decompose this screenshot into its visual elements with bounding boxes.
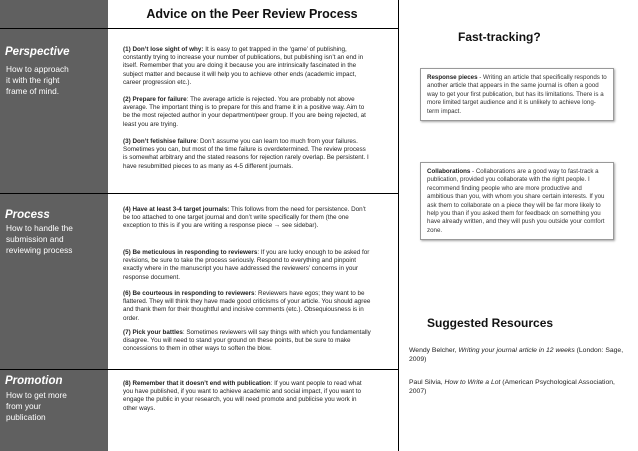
response-pieces-box: Response pieces - Writing an article that specifically responds to another article that appears in the same journal is often a good way to get your first publication, but has its limitations. There is a more limited target audience and it is unlikely to achieve long-term impact. <box>420 68 614 121</box>
tip-3: (3) Don’t fetishise failure: Don’t assume you can learn too much from your failures. Sometimes you can, but most of the time failure is overdetermined. The review process is somewhat arbitrary and the stated reasons for rejection rarely overlap. Be persistent. I have resubmitted pieces to as many as 4-5 different journals. <box>123 138 369 170</box>
perspective-title: Perspective <box>5 46 70 58</box>
tip-6: (6) Be courteous in responding to reviewers: Reviewers have egos; they want to be flattered. They will think they have made good criticisms of your article. You should agree and thank them for their thoughtful and incisive comments (etc.). Obsequiousness is in order. <box>123 290 371 322</box>
rule-promotion <box>0 369 398 370</box>
fast-tracking-title: Fast-tracking? <box>458 30 541 44</box>
column-divider <box>398 0 399 451</box>
rule-process <box>0 193 398 194</box>
tip-8: (8) Remember that it doesn’t end with publication: If you want people to read what you have published, if you want to achieve academic and social impact, if you want to engage the public in your research, you will need promote and publicise you work in other ways. <box>123 380 362 412</box>
tip-5: (5) Be meticulous in responding to reviewers: If you are lucky enough to be asked for revisions, be sure to take the process seriously. Respond to everything and pinpoint exactly where in the manuscript you have addressed the reviewers’ concerns in your response document. <box>123 249 370 281</box>
process-desc: How to handle the submission and reviewing process <box>6 223 73 255</box>
page-title: Advice on the Peer Review Process <box>146 7 358 21</box>
promotion-section <box>0 375 108 423</box>
tip-2: (2) Prepare for failure: The average article is rejected. You are probably not above average. The important thing is to prepare for this and frame it in a positive way. Aim to be the most rejected author in your department/peer group. If you are being rejected, at least you are trying. <box>123 96 366 128</box>
perspective-desc: How to approach it with the right frame of mind. <box>6 64 69 96</box>
resource-1: Wendy Belcher, Writing your journal article in 12 weeks (London: Sage, 2009) <box>409 347 624 363</box>
suggested-resources-title: Suggested Resources <box>427 316 554 330</box>
tip-7: (7) Pick your battles: Sometimes reviewers will say things with which you fundamentally disagree. You will need to stand your ground on these points, but be sure to make concessions to them in other ways to soften the blow. <box>123 329 371 353</box>
promotion-desc: How to get more from your publication <box>6 390 67 422</box>
tip-1: (1) Don’t lose sight of why: It is easy to get trapped in the ‘game’ of publishing, constantly trying to increase your number of publications, but publishing isn’t an end in itself. Remember that you are doing it because you are intrinsically fascinated in the subject matter and because it will help you to achieve other ends (academic impact, career progression etc.). <box>123 46 364 86</box>
resource-2: Paul Silvia, How to Write a Lot (American Psychological Association, 2007) <box>409 379 615 395</box>
process-title: Process <box>5 209 50 221</box>
promotion-title: Promotion <box>5 375 63 387</box>
process-section <box>0 209 108 256</box>
tip-4: (4) Have at least 3-4 target journals: This follows from the need for persistence. Don’t be too attached to one target journal and don’t write specifically for them (the one exception to this is if you are writing a response piece → see sidebar). <box>123 206 366 230</box>
perspective-section <box>0 46 108 97</box>
collaborations-box: Collaborations - Collaborations are a good way to fast-track a publication, provided you collaborate with the right people. I recommend finding people who are more productive and ambitious than you, with whom you share certain interests. If you ask them to collaborate on a piece they will be far more likely to help you than if you asked them for feedback on something you have already written, and they will push you outside your comfort zone. <box>420 162 614 240</box>
rule-title <box>0 28 398 29</box>
